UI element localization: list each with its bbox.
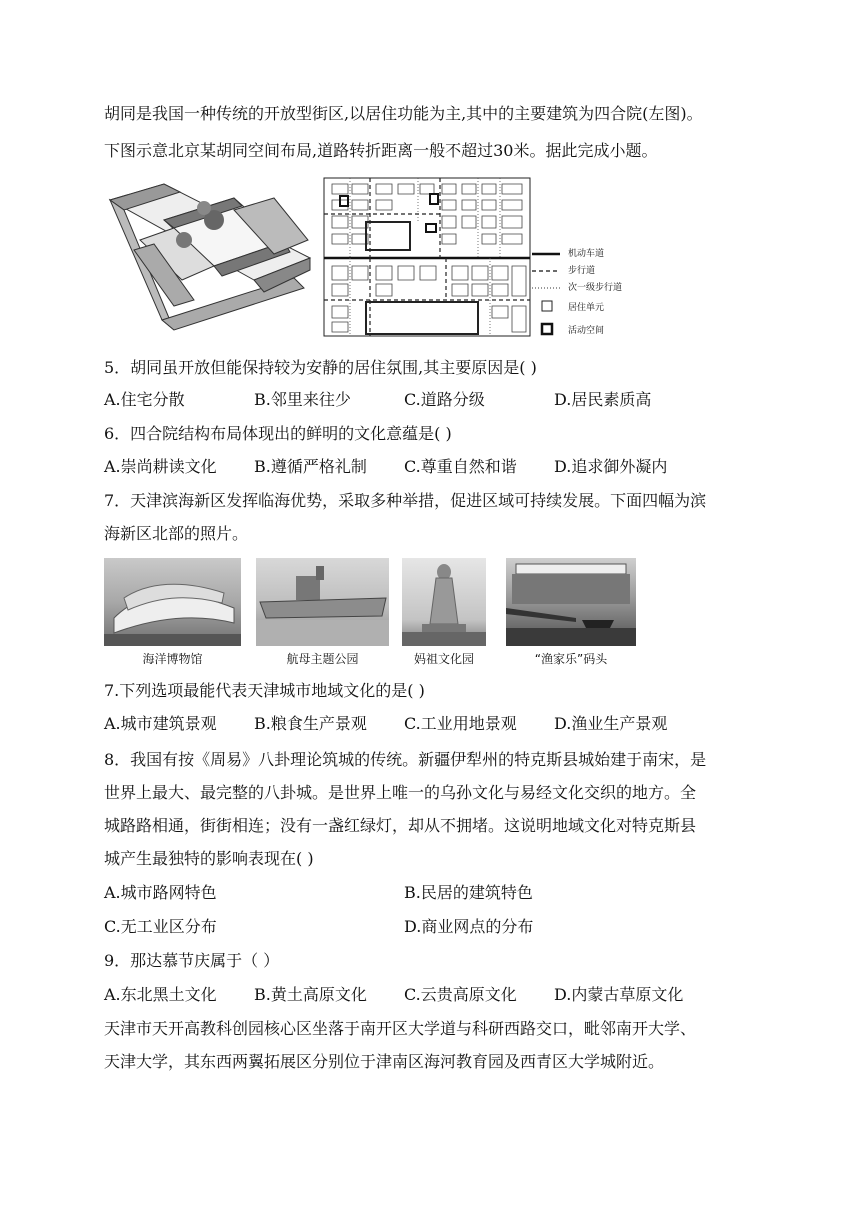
q7-option-a: A.城市建筑景观 [104,714,217,733]
legend-residential-unit: 居住单元 [568,303,605,313]
outro-line-1: 天津市天开高教科创园核心区坐落于南开区大学道与科研西路交口，毗邻南开大学、 [104,1019,697,1038]
q7-option-d: D.渔业生产景观 [554,714,668,733]
legend-secondary-walkway: 次一级步行道 [568,283,623,293]
photo-fishing-pier [506,558,636,646]
photo-aircraft-carrier-park [256,558,389,646]
hutong-layout-map [322,176,532,340]
q5-option-a: A.住宅分散 [104,390,185,409]
q8-option-b: B.民居的建筑特色 [404,883,533,902]
q5-stem: 5．胡同虽开放但能保持较为安静的居住氛围,其主要原因是( ) [104,358,537,377]
q8-line-2: 世界上最大、最完整的八卦城。是世界上唯一的乌孙文化与易经文化交织的地方。全 [104,783,697,802]
outro-line-2: 天津大学，其东西两翼拓展区分别位于津南区海河教育园及西青区大学城附近。 [104,1052,665,1071]
q6-option-b: B.遵循严格礼制 [254,457,367,476]
photo-ocean-museum [104,558,241,646]
q5-option-d: D.居民素质高 [554,390,652,409]
q6-option-c: C.尊重自然和谐 [404,457,517,476]
legend-activity-space: 活动空间 [568,326,605,336]
intro-line-1: 胡同是我国一种传统的开放型街区,以居住功能为主,其中的主要建筑为四合院(左图)。 [104,104,703,123]
q5-option-c: C.道路分级 [404,390,485,409]
q8-option-a: A.城市路网特色 [104,883,217,902]
q8-line-1: 8．我国有按《周易》八卦理论筑城的传统。新疆伊犁州的特克斯县城始建于南宋，是 [104,750,707,769]
legend-walkway: 步行道 [568,266,596,276]
q7-intro-line-2: 海新区北部的照片。 [104,524,249,543]
q9-option-b: B.黄土高原文化 [254,985,367,1004]
q9-option-c: C.云贵高原文化 [404,985,517,1004]
q8-line-3: 城路路相通，街街相连；没有一盏红绿灯，却从不拥堵。这说明地域文化对特克斯县 [104,816,697,835]
q7-option-b: B.粮食生产景观 [254,714,367,733]
q8-option-c: C.无工业区分布 [104,917,217,936]
caption-mazu-culture-park: 妈祖文化园 [413,652,474,666]
q7-option-c: C.工业用地景观 [404,714,517,733]
caption-aircraft-carrier-park: 航母主题公园 [286,652,359,666]
q5-option-b: B.邻里来往少 [254,390,351,409]
q7-intro-line-1: 7．天津滨海新区发挥临海优势，采取多种举措，促进区域可持续发展。下面四幅为滨 [104,491,707,510]
legend-motor-road: 机动车道 [568,249,605,259]
caption-fishing-pier: “渔家乐”码头 [534,652,608,666]
q9-option-a: A.东北黑土文化 [104,985,217,1004]
q8-option-d: D.商业网点的分布 [404,917,534,936]
q9-stem: 9．那达慕节庆属于（ ） [104,951,280,970]
q6-option-d: D.追求御外凝内 [554,457,668,476]
q6-stem: 6．四合院结构布局体现出的鲜明的文化意蕴是( ) [104,424,452,443]
intro-line-2: 下图示意北京某胡同空间布局,道路转折距离一般不超过30米。据此完成小题。 [104,141,658,160]
map-legend-symbols [530,244,564,344]
q6-option-a: A.崇尚耕读文化 [104,457,217,476]
caption-ocean-museum: 海洋博物馆 [142,652,203,666]
q7-stem: 7.下列选项最能代表天津城市地域文化的是( ) [104,681,425,700]
q9-option-d: D.内蒙古草原文化 [554,985,684,1004]
photo-mazu-culture-park [402,558,486,646]
q8-line-4: 城产生最独特的影响表现在( ) [104,849,314,868]
siheyuan-illustration [104,180,318,340]
